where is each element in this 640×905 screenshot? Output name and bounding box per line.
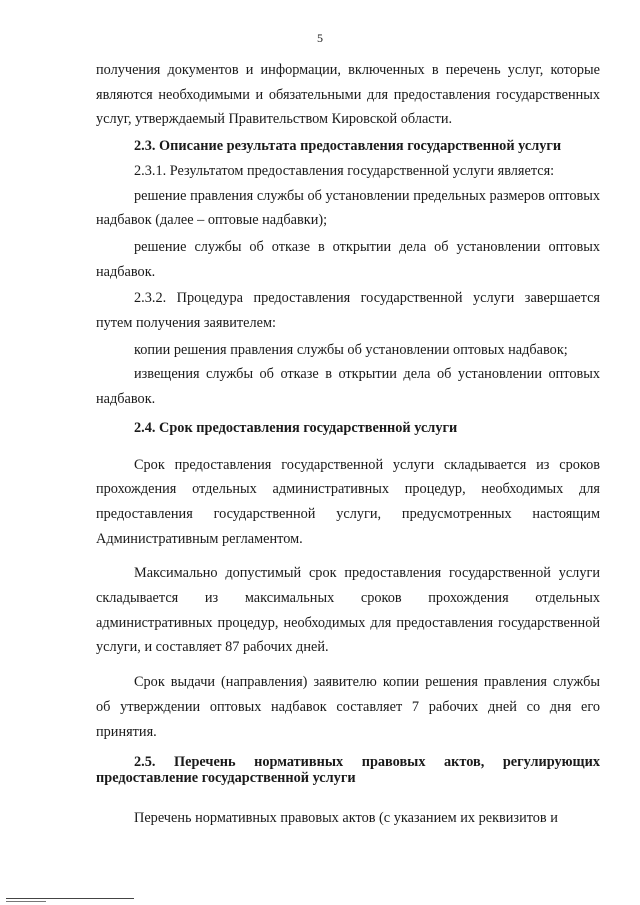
heading-2-5 bbox=[96, 754, 600, 786]
document-body bbox=[96, 58, 600, 831]
footer-rule bbox=[6, 898, 134, 899]
paragraph-2-3-2: 2.3.2. Процедура предоставления государственной услуги завершается путем получения заявителем: bbox=[96, 290, 600, 332]
page-number: 5 bbox=[317, 31, 323, 45]
footer-rule-short bbox=[6, 901, 46, 902]
heading-2-3: 2.3. Описание результата предоставления государственной услуги bbox=[134, 138, 562, 155]
list-item-receipt-2: извещения службы об отказе в открытии дела об установлении оптовых надбавок. bbox=[96, 366, 600, 408]
paragraph-issue-term: Срок выдачи (направления) заявителю копии решения правления службы об утверждении оптовых надбавок составляет 7 рабочих дней со дня его принятия. bbox=[96, 674, 600, 740]
list-item-receipt-1: копии решения правления службы об установлении оптовых надбавок; bbox=[134, 341, 568, 358]
list-item-result-2: решение службы об отказе в открытии дела об установлении оптовых надбавок. bbox=[96, 238, 600, 280]
heading-2-5-line-2: предоставление государственной услуги bbox=[96, 770, 356, 787]
paragraph-2-3-1: 2.3.1. Результатом предоставления государственной услуги является: bbox=[134, 162, 555, 179]
paragraph-term-composition: Срок предоставления государственной услуги складывается из сроков прохождения отдельных административных процедур, необходимых для предоставления государственной услуги, предусмотренных настоящим Административным регламентом. bbox=[96, 456, 600, 547]
paragraph-continuation: получения документов и информации, включенных в перечень услуг, которые являются необходимыми и обязательными для предоставления государственных услуг, утверждаемый Правительством Кировской области. bbox=[96, 62, 600, 128]
paragraph-legal-acts: Перечень нормативных правовых актов (с указанием их реквизитов и bbox=[134, 810, 558, 827]
list-item-result-1: решение правления службы об установлении предельных размеров оптовых надбавок (далее – оптовые надбавки); bbox=[96, 187, 600, 229]
paragraph-max-term: Максимально допустимый срок предоставления государственной услуги складывается из максимальных сроков прохождения отдельных административных процедур, необходимых для предоставления государственной услуги, и составляет 87 рабочих дней. bbox=[96, 565, 600, 656]
heading-2-4: 2.4. Срок предоставления государственной услуги bbox=[134, 419, 458, 436]
heading-2-5-line-1: 2.5. Перечень нормативных правовых актов, регулирующих bbox=[134, 754, 600, 771]
